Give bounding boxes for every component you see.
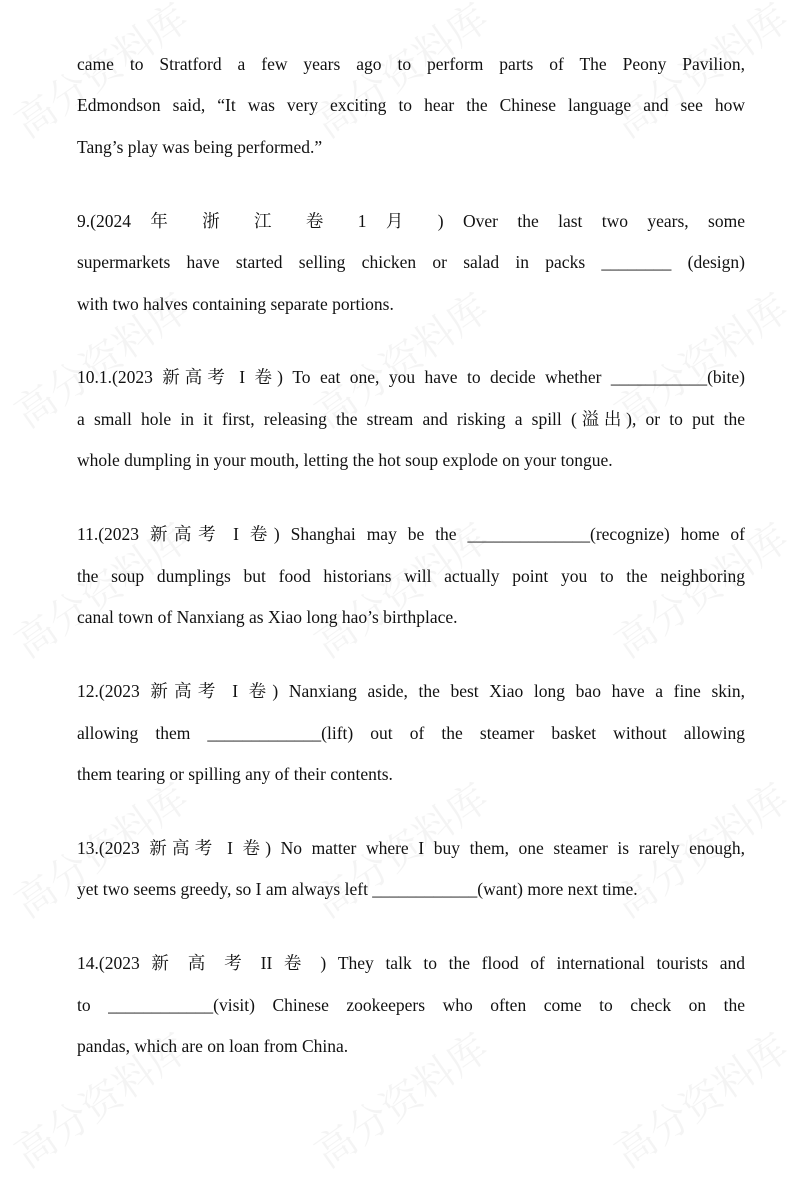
text-line: a small hole in it first, releasing the stream and risking a spill (溢出), or to put the: [77, 409, 745, 429]
text-line: 12.(2023 新高考 I 卷) Nanxiang aside, the best Xiao long bao have a fine skin,: [77, 681, 745, 701]
text-line: Tang’s play was being performed.”: [77, 137, 323, 157]
text-line: 13.(2023 新高考 I 卷) No matter where I buy them, one steamer is rarely enough,: [77, 838, 745, 858]
text-line: 9.(2024 年 浙 江 卷 1 月 ) Over the last two years, some: [77, 211, 745, 231]
text-line: the soup dumplings but food historians will actually point you to the neighboring: [77, 566, 745, 586]
text-line: to ____________(visit) Chinese zookeepers who often come to check on the: [77, 995, 745, 1015]
text-line: Edmondson said, “It was very exciting to hear the Chinese language and see how: [77, 95, 745, 115]
text-line: 14.(2023 新 高 考 II 卷 ) They talk to the flood of international tourists and: [77, 953, 745, 973]
text-line: allowing them _____________(lift) out of the steamer basket without allowing: [77, 723, 745, 743]
text-line: 10.1.(2023 新高考 I 卷) To eat one, you have to decide whether ___________(bite): [77, 367, 745, 387]
text-line: with two halves containing separate portions.: [77, 294, 394, 314]
text-line: came to Stratford a few years ago to perform parts of The Peony Pavilion,: [77, 54, 745, 74]
text-line: whole dumpling in your mouth, letting the hot soup explode on your tongue.: [77, 450, 613, 470]
text-line: canal town of Nanxiang as Xiao long hao’s birthplace.: [77, 607, 458, 627]
text-line: supermarkets have started selling chicken or salad in packs ________ (design): [77, 252, 745, 272]
text-line: 11.(2023 新高考 I 卷) Shanghai may be the ______________(recognize) home of: [77, 524, 745, 544]
text-line: yet two seems greedy, so I am always left ____________(want) more next time.: [77, 879, 638, 899]
text-line: them tearing or spilling any of their contents.: [77, 764, 393, 784]
text-line: pandas, which are on loan from China.: [77, 1036, 349, 1056]
